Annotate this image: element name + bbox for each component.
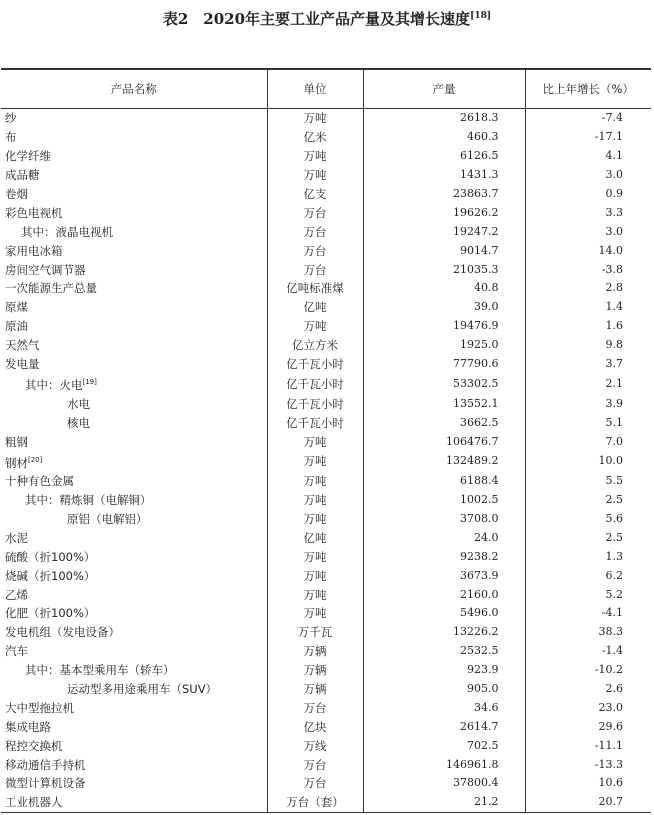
output-cell: 13552.1 (363, 394, 525, 413)
product-name: 水电 (67, 396, 90, 411)
product-name: 微型计算机设备 (5, 776, 86, 791)
output-cell: 923.9 (363, 661, 525, 680)
product-name-cell (1, 432, 267, 451)
table-title-text: 表2 2020年主要工业产品产量及其增长速度 (162, 10, 471, 28)
table-row (1, 147, 651, 166)
table-row (1, 698, 651, 717)
unit-cell: 万台（套） (267, 793, 363, 812)
table-row (1, 279, 651, 298)
product-name: 原煤 (5, 300, 28, 315)
growth-cell: 3.9 (525, 394, 651, 413)
product-name: 房间空气调节器 (5, 262, 86, 277)
unit-cell: 万吨 (267, 451, 363, 472)
output-cell: 19247.2 (363, 222, 525, 241)
table-row (1, 260, 651, 279)
unit-cell: 万辆 (267, 680, 363, 699)
growth-cell: 1.4 (525, 298, 651, 317)
row-lead-text: 其中： (25, 663, 60, 678)
product-name-cell (1, 260, 267, 279)
unit-cell: 亿米 (267, 128, 363, 147)
product-name: 基本型乘用车（轿车） (59, 663, 175, 678)
output-cell: 146961.8 (363, 755, 525, 774)
product-name-cell (1, 661, 267, 680)
product-name-cell (1, 128, 267, 147)
production-table (1, 68, 651, 813)
product-name-cell (1, 604, 267, 623)
unit-cell: 亿吨 (267, 298, 363, 317)
table-row (1, 128, 651, 147)
unit-cell: 亿块 (267, 717, 363, 736)
table-row (1, 336, 651, 355)
output-cell: 3708.0 (363, 510, 525, 529)
unit-cell: 万吨 (267, 472, 363, 491)
product-name: 原铝（电解铝） (67, 512, 148, 527)
output-cell: 24.0 (363, 528, 525, 547)
growth-cell: -7.4 (525, 109, 651, 128)
product-name-cell (1, 698, 267, 717)
product-name-cell (1, 491, 267, 510)
product-name: 钢材 (5, 455, 28, 470)
unit-cell: 万吨 (267, 604, 363, 623)
product-name-cell (1, 394, 267, 413)
table-row (1, 755, 651, 774)
product-name: 原油 (5, 319, 28, 334)
growth-cell: 4.1 (525, 147, 651, 166)
table-row (1, 793, 651, 812)
unit-cell: 万千瓦 (267, 623, 363, 642)
growth-cell: 2.6 (525, 680, 651, 699)
table-row (1, 528, 651, 547)
row-lead-text: 其中： (25, 378, 60, 393)
product-name-cell (1, 109, 267, 128)
table-row (1, 661, 651, 680)
product-name: 粗钢 (5, 434, 28, 449)
product-name: 火电 (59, 378, 83, 393)
table-row (1, 585, 651, 604)
output-cell: 19626.2 (363, 203, 525, 222)
table-row (1, 547, 651, 566)
product-name: 精炼铜（电解铜） (59, 493, 152, 508)
product-name-cell (1, 355, 267, 374)
product-name-cell (1, 774, 267, 793)
growth-cell: 2.5 (525, 528, 651, 547)
product-name: 发电机组（发电设备） (5, 625, 120, 640)
product-name: 大中型拖拉机 (5, 700, 74, 715)
unit-cell: 亿立方米 (267, 336, 363, 355)
product-name: 成品糖 (5, 168, 40, 183)
product-name: 工业机器人 (5, 795, 63, 810)
table-row (1, 394, 651, 413)
footnote-ref: [19] (82, 378, 97, 387)
table-row (1, 680, 651, 699)
output-cell: 21.2 (363, 793, 525, 812)
growth-cell: 14.0 (525, 241, 651, 260)
unit-cell: 万辆 (267, 642, 363, 661)
output-cell: 34.6 (363, 698, 525, 717)
output-cell: 1431.3 (363, 166, 525, 185)
product-name: 化学纤维 (5, 149, 51, 164)
output-cell: 106476.7 (363, 432, 525, 451)
product-name: 卷烟 (5, 187, 28, 201)
product-name: 液晶电视机 (55, 224, 113, 239)
unit-cell: 万吨 (267, 566, 363, 585)
title-footnote-ref: [18] (470, 11, 492, 21)
table-row (1, 355, 651, 374)
product-name-cell (1, 279, 267, 298)
output-cell: 3662.5 (363, 413, 525, 432)
growth-cell: 5.6 (525, 510, 651, 529)
growth-cell: 2.8 (525, 279, 651, 298)
table-header-row (1, 69, 651, 109)
product-name-cell (1, 793, 267, 812)
growth-cell: 3.0 (525, 222, 651, 241)
product-name-cell (1, 510, 267, 529)
growth-cell: 29.6 (525, 717, 651, 736)
output-cell: 9014.7 (363, 241, 525, 260)
product-name-cell (1, 185, 267, 204)
unit-cell: 万吨 (267, 585, 363, 604)
product-name-cell (1, 472, 267, 491)
header-product-name: 产品名称 (1, 69, 267, 109)
growth-cell: -10.2 (525, 661, 651, 680)
unit-cell: 万台 (267, 774, 363, 793)
output-cell: 460.3 (363, 128, 525, 147)
product-name-cell (1, 717, 267, 736)
growth-cell: 20.7 (525, 793, 651, 812)
product-name-cell (1, 203, 267, 222)
table-row (1, 298, 651, 317)
table-row (1, 241, 651, 260)
product-name: 彩色电视机 (5, 205, 63, 220)
unit-cell: 万吨 (267, 491, 363, 510)
growth-cell: 0.9 (525, 185, 651, 204)
table-row (1, 432, 651, 451)
table-row (1, 451, 651, 472)
table-row (1, 623, 651, 642)
unit-cell: 万吨 (267, 109, 363, 128)
product-name-cell (1, 451, 267, 472)
unit-cell: 亿千瓦小时 (267, 413, 363, 432)
growth-cell: 1.6 (525, 317, 651, 336)
product-name: 程控交换机 (5, 738, 63, 753)
product-name: 纱 (5, 111, 17, 126)
unit-cell: 亿千瓦小时 (267, 355, 363, 374)
unit-cell: 万吨 (267, 166, 363, 185)
table-row (1, 604, 651, 623)
table-row (1, 373, 651, 394)
product-name: 乙烯 (5, 587, 28, 602)
growth-cell: 6.2 (525, 566, 651, 585)
output-cell: 19476.9 (363, 317, 525, 336)
product-name-cell (1, 680, 267, 699)
table-row (1, 222, 651, 241)
unit-cell: 亿千瓦小时 (267, 394, 363, 413)
output-cell: 2160.0 (363, 585, 525, 604)
output-cell: 2618.3 (363, 109, 525, 128)
output-cell: 40.8 (363, 279, 525, 298)
product-name-cell (1, 373, 267, 394)
product-name-cell (1, 336, 267, 355)
table-body (1, 109, 651, 813)
unit-cell: 万线 (267, 736, 363, 755)
output-cell: 1925.0 (363, 336, 525, 355)
unit-cell: 万台 (267, 755, 363, 774)
unit-cell: 亿吨标准煤 (267, 279, 363, 298)
product-name-cell (1, 585, 267, 604)
product-name-cell (1, 547, 267, 566)
unit-cell: 万吨 (267, 510, 363, 529)
product-name-cell (1, 241, 267, 260)
table-row (1, 109, 651, 128)
growth-cell: 10.0 (525, 451, 651, 472)
product-name-cell (1, 623, 267, 642)
header-unit: 单位 (267, 69, 363, 109)
unit-cell: 万吨 (267, 432, 363, 451)
row-lead-text: 其中： (21, 224, 56, 239)
unit-cell: 亿支 (267, 185, 363, 204)
growth-cell: 5.2 (525, 585, 651, 604)
header-output: 产量 (363, 69, 525, 109)
table-row (1, 203, 651, 222)
output-cell: 6188.4 (363, 472, 525, 491)
growth-cell: -1.4 (525, 642, 651, 661)
output-cell: 702.5 (363, 736, 525, 755)
growth-cell: 3.0 (525, 166, 651, 185)
unit-cell: 万台 (267, 260, 363, 279)
product-name: 发电量 (5, 357, 40, 372)
product-name-cell (1, 413, 267, 432)
unit-cell: 万辆 (267, 661, 363, 680)
table-row (1, 736, 651, 755)
output-cell: 37800.4 (363, 774, 525, 793)
row-lead-text: 其中： (25, 493, 60, 508)
product-name-cell (1, 298, 267, 317)
table-row (1, 642, 651, 661)
table-row (1, 774, 651, 793)
table-title (0, 8, 654, 34)
unit-cell: 万台 (267, 241, 363, 260)
unit-cell: 亿千瓦小时 (267, 373, 363, 394)
product-name: 水泥 (5, 530, 28, 545)
unit-cell: 万吨 (267, 547, 363, 566)
product-name-cell (1, 166, 267, 185)
growth-cell: -3.8 (525, 260, 651, 279)
table-row (1, 510, 651, 529)
output-cell: 132489.2 (363, 451, 525, 472)
growth-cell: -13.3 (525, 755, 651, 774)
product-name: 家用电冰箱 (5, 243, 63, 258)
growth-cell: 5.5 (525, 472, 651, 491)
table-row (1, 413, 651, 432)
product-name-cell (1, 317, 267, 336)
growth-cell: 2.1 (525, 373, 651, 394)
growth-cell: 1.3 (525, 547, 651, 566)
unit-cell: 万吨 (267, 317, 363, 336)
output-cell: 2614.7 (363, 717, 525, 736)
product-name: 集成电路 (5, 719, 51, 734)
product-name-cell (1, 566, 267, 585)
table-row (1, 185, 651, 204)
unit-cell: 万台 (267, 203, 363, 222)
unit-cell: 万台 (267, 222, 363, 241)
growth-cell: 2.5 (525, 491, 651, 510)
unit-cell: 亿吨 (267, 528, 363, 547)
table-row (1, 317, 651, 336)
output-cell: 21035.3 (363, 260, 525, 279)
table-row (1, 166, 651, 185)
output-cell: 13226.2 (363, 623, 525, 642)
product-name-cell (1, 642, 267, 661)
growth-cell: 38.3 (525, 623, 651, 642)
output-cell: 77790.6 (363, 355, 525, 374)
product-name-cell (1, 147, 267, 166)
growth-cell: -11.1 (525, 736, 651, 755)
output-cell: 2532.5 (363, 642, 525, 661)
table-row (1, 566, 651, 585)
growth-cell: 7.0 (525, 432, 651, 451)
unit-cell: 万吨 (267, 147, 363, 166)
output-cell: 53302.5 (363, 373, 525, 394)
product-name: 硫酸（折100%） (5, 549, 96, 564)
product-name: 一次能源生产总量 (5, 281, 97, 296)
product-name: 运动型多用途乘用车（SUV） (67, 682, 218, 697)
growth-cell: 3.3 (525, 203, 651, 222)
output-cell: 23863.7 (363, 185, 525, 204)
growth-cell: -4.1 (525, 604, 651, 623)
output-cell: 905.0 (363, 680, 525, 699)
product-name: 十种有色金属 (5, 474, 74, 489)
product-name: 汽车 (5, 644, 28, 659)
product-name: 化肥（折100%） (5, 606, 96, 621)
growth-cell: 9.8 (525, 336, 651, 355)
product-name: 布 (5, 130, 17, 145)
product-name: 核电 (67, 415, 90, 430)
growth-cell: 10.6 (525, 774, 651, 793)
growth-cell: -17.1 (525, 128, 651, 147)
output-cell: 5496.0 (363, 604, 525, 623)
product-name-cell (1, 528, 267, 547)
product-name: 天然气 (5, 338, 40, 353)
output-cell: 39.0 (363, 298, 525, 317)
product-name-cell (1, 755, 267, 774)
output-cell: 6126.5 (363, 147, 525, 166)
growth-cell: 3.7 (525, 355, 651, 374)
unit-cell: 万台 (267, 698, 363, 717)
table-row (1, 491, 651, 510)
footnote-ref: [20] (28, 455, 43, 464)
output-cell: 1002.5 (363, 491, 525, 510)
product-name: 移动通信手持机 (5, 757, 86, 772)
output-cell: 9238.2 (363, 547, 525, 566)
table-row (1, 472, 651, 491)
table-row (1, 717, 651, 736)
header-growth: 比上年增长（%） (525, 69, 651, 109)
product-name: 烧碱（折100%） (5, 568, 96, 583)
output-cell: 3673.9 (363, 566, 525, 585)
growth-cell: 5.1 (525, 413, 651, 432)
product-name-cell (1, 736, 267, 755)
growth-cell: 23.0 (525, 698, 651, 717)
product-name-cell (1, 222, 267, 241)
